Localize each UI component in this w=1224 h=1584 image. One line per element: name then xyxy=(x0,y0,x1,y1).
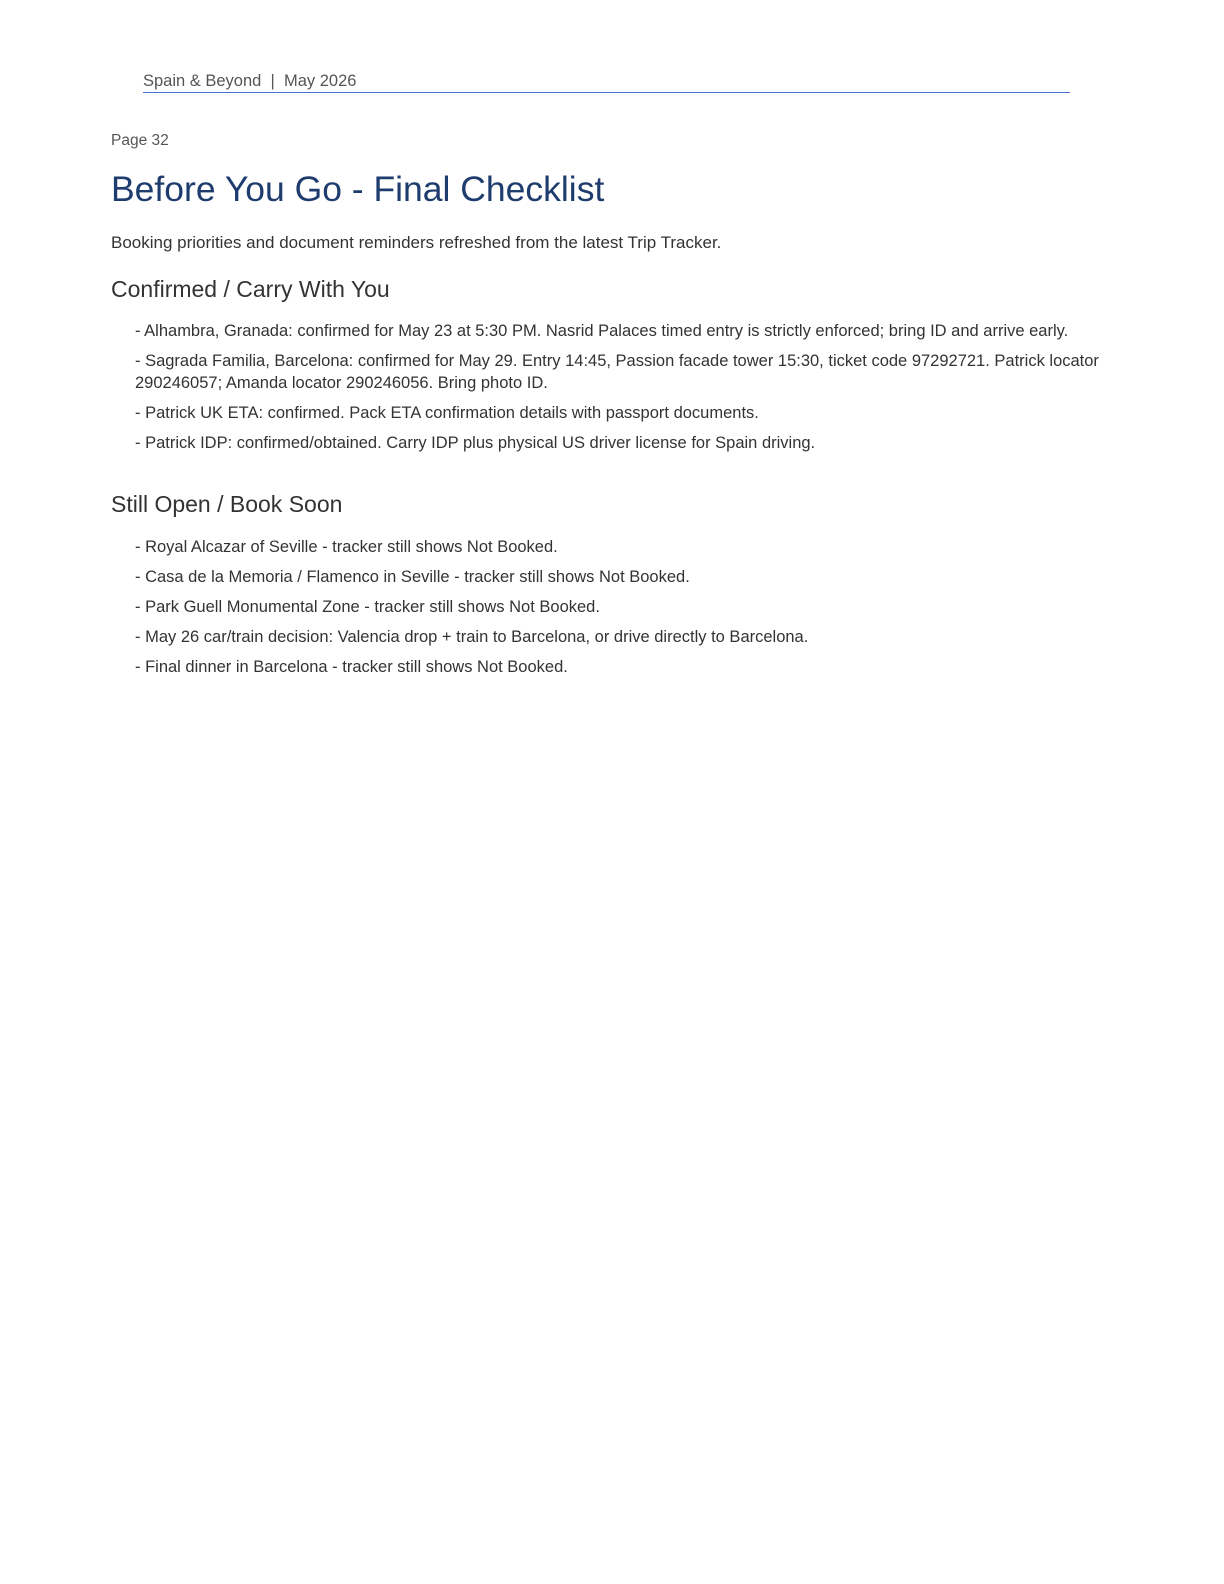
list-item: - May 26 car/train decision: Valencia drop + train to Barcelona, or drive directly to Barcelona. xyxy=(135,628,809,646)
list-item: - Royal Alcazar of Seville - tracker still shows Not Booked. xyxy=(135,538,558,556)
list-item: - Patrick IDP: confirmed/obtained. Carry IDP plus physical US driver license for Spain driving. xyxy=(135,434,816,452)
running-header: Spain & Beyond | May 2026 xyxy=(143,71,1070,93)
list-item: - Casa de la Memoria / Flamenco in Seville - tracker still shows Not Booked. xyxy=(135,568,690,586)
intro-text: Booking priorities and document reminders refreshed from the latest Trip Tracker. xyxy=(111,233,722,252)
section-heading-open: Still Open / Book Soon xyxy=(111,491,343,517)
list-item: - Park Guell Monumental Zone - tracker still shows Not Booked. xyxy=(135,598,600,616)
confirmed-list xyxy=(135,320,1125,462)
list-item: - Sagrada Familia, Barcelona: confirmed for May 29. Entry 14:45, Passion facade tower 15:30, ticket code 97292721. Patrick locator 290246057; Amanda locator 290246056. Bring photo ID. xyxy=(135,352,1099,392)
list-item: - Alhambra, Granada: confirmed for May 23 at 5:30 PM. Nasrid Palaces timed entry is strictly enforced; bring ID and arrive early. xyxy=(135,322,1069,340)
page-title: Before You Go - Final Checklist xyxy=(111,169,605,209)
list-item: - Final dinner in Barcelona - tracker still shows Not Booked. xyxy=(135,658,568,676)
list-item: - Patrick UK ETA: confirmed. Pack ETA confirmation details with passport documents. xyxy=(135,404,759,422)
section-heading-confirmed: Confirmed / Carry With You xyxy=(111,276,390,302)
open-list xyxy=(135,536,1125,686)
page-number: Page 32 xyxy=(111,132,169,149)
